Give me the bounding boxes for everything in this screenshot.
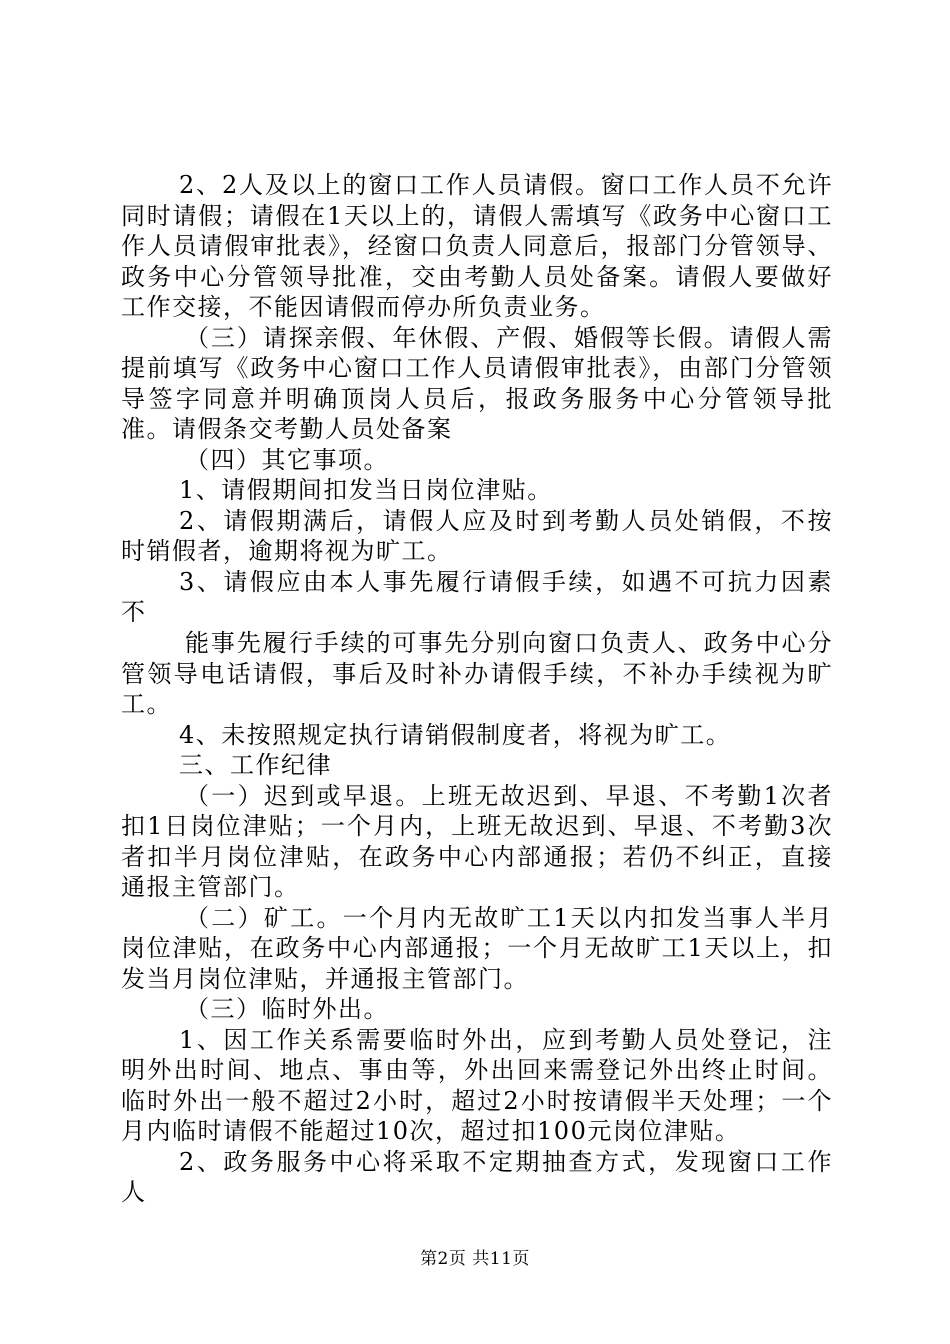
section-heading: （三）临时外出。 [185,995,389,1023]
text-block-top [121,170,833,628]
page-number: 第2页 共11页 [420,1249,530,1269]
paragraph: 4、未按照规定执行请销假制度者，将视为旷工。 [179,720,732,749]
paragraph: 2、请假期满后，请假人应及时到考勤人员处销假，不按时销假者，逾期将视为旷工。 [121,506,833,565]
page-footer [0,1244,950,1269]
paragraph: 2、2人及以上的窗口工作人员请假。窗口工作人员不允许同时请假；请假在1天以上的，请假人需填写《政务中心窗口工作人员请假审批表》，经窗口负责人同意后，报部门分管领导、政务中心分管领导批准，交由考勤人员处备案。请假人要做好工作交接，不能因请假而停办所负责业务。 [121,171,833,321]
paragraph: 能事先履行手续的可事先分别向窗口负责人、政务中心分管领导电话请假，事后及时补办请假手续，不补办手续视为旷工。 [121,629,833,718]
section-heading: （四）其它事项。 [185,445,389,474]
paragraph: （二）矿工。一个月内无故旷工1天以内扣发当事人半月岗位津贴，在政务中心内部通报；一个月无故旷工1天以上，扣发当月岗位津贴，并通报主管部门。 [121,903,833,993]
section-heading: 三、工作纪律 [179,751,332,779]
paragraph: 2、政务服务中心将采取不定期抽查方式，发现窗口工作人 [121,1147,833,1206]
text-block-bottom [121,628,833,1208]
paragraph: 1、因工作关系需要临时外出，应到考勤人员处登记，注明外出时间、地点、事由等，外出回来需登记外出终止时间。临时外出一般不超过2小时，超过2小时按请假半天处理；一个月内临时请假不能超过10次，超过扣100元岗位津贴。 [121,1025,833,1145]
paragraph: （三）请探亲假、年休假、产假、婚假等长假。请假人需提前填写《政务中心窗口工作人员请假审批表》，由部门分管领导签字同意并明确顶岗人员后，报政务服务中心分管领导批准。请假条交考勤人员处备案 [121,323,833,443]
paragraph: （一）迟到或早退。上班无故迟到、早退、不考勤1次者扣1日岗位津贴；一个月内，上班无故迟到、早退、不考勤3次者扣半月岗位津贴，在政务中心内部通报；若仍不纠正，直接通报主管部门。 [121,781,833,901]
paragraph: 1、请假期间扣发当日岗位津贴。 [179,476,553,504]
paragraph: 3、请假应由本人事先履行请假手续，如遇不可抗力因素不 [121,567,833,626]
